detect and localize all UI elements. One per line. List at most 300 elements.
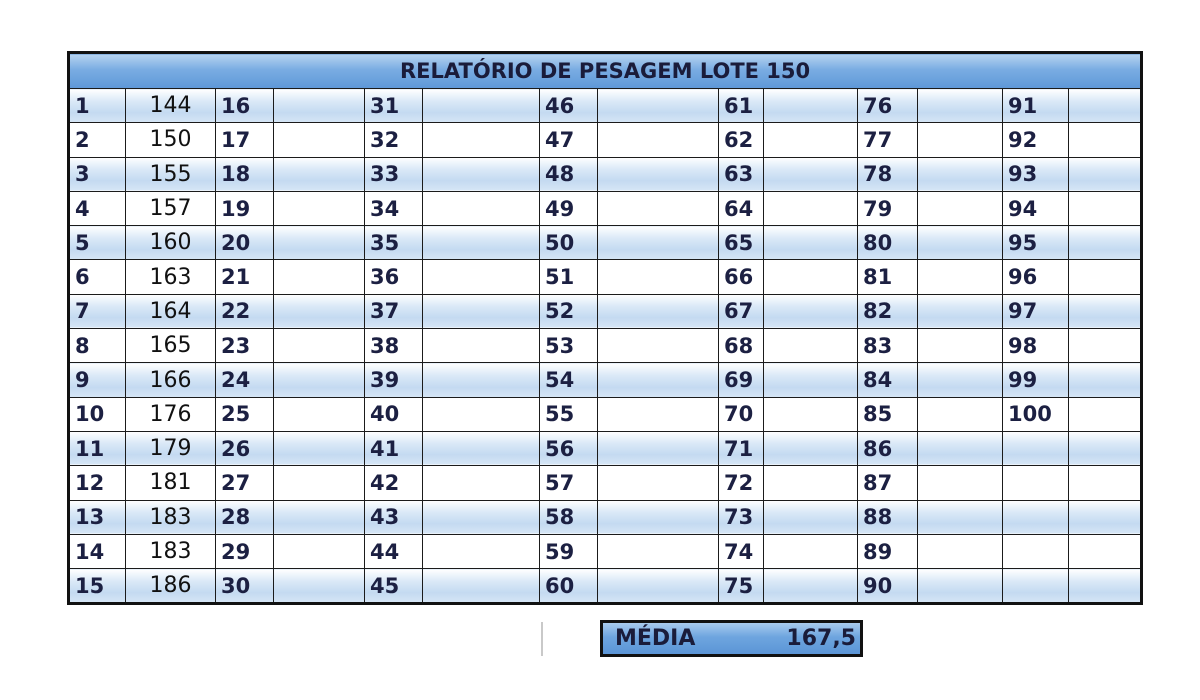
animal-number: 37 — [370, 299, 400, 324]
animal-number: 73 — [724, 505, 754, 530]
animal-number-cell — [540, 226, 598, 260]
weight-cell — [598, 363, 719, 397]
animal-number-cell — [216, 260, 274, 294]
weight-cell — [1069, 431, 1142, 465]
animal-number-cell — [1003, 260, 1069, 294]
animal-number-cell — [216, 329, 274, 363]
weight-cell — [274, 363, 365, 397]
animal-number-cell — [858, 157, 918, 191]
animal-number-cell — [216, 500, 274, 534]
animal-number: 5 — [75, 230, 90, 255]
animal-number: 63 — [724, 162, 754, 187]
weight-cell — [126, 123, 216, 157]
animal-number: 99 — [1008, 368, 1038, 393]
weight-cell — [764, 123, 858, 157]
weight-value: 183 — [149, 539, 192, 564]
table-row — [69, 89, 1142, 123]
weight-cell — [764, 329, 858, 363]
weight-cell — [918, 569, 1003, 604]
animal-number: 21 — [221, 265, 251, 290]
animal-number-cell — [858, 534, 918, 568]
animal-number: 36 — [370, 265, 400, 290]
weight-cell — [598, 397, 719, 431]
weight-cell — [423, 397, 540, 431]
animal-number-cell — [858, 89, 918, 123]
weight-cell — [274, 123, 365, 157]
animal-number-cell — [69, 431, 126, 465]
animal-number-cell — [719, 397, 764, 431]
weight-cell — [126, 294, 216, 328]
weight-cell — [598, 260, 719, 294]
animal-number-cell — [69, 466, 126, 500]
weight-value: 163 — [149, 264, 192, 290]
table-row — [69, 294, 1142, 328]
animal-number-cell — [1003, 431, 1069, 465]
animal-number: 46 — [545, 93, 575, 118]
animal-number: 95 — [1008, 230, 1038, 255]
animal-number: 89 — [863, 539, 893, 564]
weight-cell — [126, 500, 216, 534]
animal-number: 92 — [1008, 127, 1038, 152]
weight-cell — [423, 431, 540, 465]
weight-cell — [598, 431, 719, 465]
animal-number: 91 — [1008, 93, 1038, 118]
weight-value: 144 — [149, 93, 192, 119]
animal-number-cell — [540, 466, 598, 500]
weight-cell — [1069, 260, 1142, 294]
weight-cell — [1069, 294, 1142, 328]
animal-number-cell — [540, 260, 598, 294]
animal-number: 10 — [75, 402, 105, 427]
animal-number-cell — [719, 123, 764, 157]
animal-number-cell — [719, 431, 764, 465]
weight-cell — [918, 363, 1003, 397]
animal-number-cell — [1003, 226, 1069, 260]
weight-cell — [274, 534, 365, 568]
animal-number-cell — [719, 534, 764, 568]
animal-number: 25 — [221, 402, 251, 427]
weight-cell — [126, 157, 216, 191]
animal-number-cell — [719, 89, 764, 123]
animal-number: 4 — [75, 196, 90, 221]
animal-number-cell — [719, 329, 764, 363]
animal-number: 49 — [545, 196, 575, 221]
animal-number: 88 — [863, 505, 893, 530]
weight-cell — [918, 329, 1003, 363]
animal-number: 14 — [75, 539, 105, 564]
animal-number-cell — [365, 123, 423, 157]
weight-cell — [764, 431, 858, 465]
animal-number: 65 — [724, 230, 754, 255]
weight-cell — [918, 397, 1003, 431]
weight-cell — [764, 534, 858, 568]
animal-number: 68 — [724, 333, 754, 358]
weight-cell — [764, 260, 858, 294]
weight-cell — [126, 191, 216, 225]
weight-cell — [918, 294, 1003, 328]
animal-number-cell — [858, 294, 918, 328]
animal-number: 78 — [863, 162, 893, 187]
animal-number-cell — [1003, 157, 1069, 191]
animal-number-cell — [216, 466, 274, 500]
animal-number-cell — [858, 191, 918, 225]
weight-cell — [598, 157, 719, 191]
animal-number-cell — [216, 397, 274, 431]
animal-number: 16 — [221, 93, 251, 118]
weight-cell — [598, 191, 719, 225]
animal-number: 94 — [1008, 196, 1038, 221]
weight-cell — [126, 226, 216, 260]
animal-number-cell — [719, 226, 764, 260]
animal-number: 26 — [221, 436, 251, 461]
animal-number: 96 — [1008, 265, 1038, 290]
animal-number: 34 — [370, 196, 400, 221]
weight-cell — [126, 329, 216, 363]
weight-cell — [764, 191, 858, 225]
animal-number: 40 — [370, 402, 400, 427]
animal-number-cell — [216, 157, 274, 191]
weight-cell — [918, 534, 1003, 568]
weight-value: 164 — [149, 298, 192, 324]
weight-cell — [274, 431, 365, 465]
animal-number: 64 — [724, 196, 754, 221]
animal-number: 74 — [724, 539, 754, 564]
animal-number-cell — [69, 294, 126, 328]
animal-number-cell — [719, 294, 764, 328]
weight-value: 150 — [149, 127, 192, 153]
animal-number-cell — [858, 397, 918, 431]
weight-cell — [1069, 363, 1142, 397]
animal-number: 100 — [1008, 402, 1052, 427]
weight-cell — [423, 534, 540, 568]
animal-number-cell — [365, 89, 423, 123]
animal-number-cell — [540, 431, 598, 465]
animal-number-cell — [365, 397, 423, 431]
animal-number-cell — [216, 89, 274, 123]
animal-number: 42 — [370, 470, 400, 495]
animal-number-cell — [1003, 466, 1069, 500]
weight-cell — [274, 226, 365, 260]
weight-cell — [598, 123, 719, 157]
weight-cell — [764, 157, 858, 191]
weight-value: 155 — [149, 161, 192, 187]
animal-number-cell — [216, 363, 274, 397]
animal-number-cell — [540, 294, 598, 328]
animal-number-cell — [540, 157, 598, 191]
weight-cell — [274, 260, 365, 294]
animal-number-cell — [1003, 534, 1069, 568]
animal-number: 15 — [75, 573, 105, 598]
animal-number: 59 — [545, 539, 575, 564]
animal-number: 80 — [863, 230, 893, 255]
weight-cell — [598, 89, 719, 123]
weight-cell — [918, 226, 1003, 260]
animal-number-cell — [540, 397, 598, 431]
animal-number: 18 — [221, 162, 251, 187]
animal-number-cell — [719, 363, 764, 397]
weight-cell — [1069, 226, 1142, 260]
animal-number: 85 — [863, 402, 893, 427]
table-row — [69, 397, 1142, 431]
animal-number: 61 — [724, 93, 754, 118]
weight-cell — [1069, 569, 1142, 604]
weight-cell — [918, 466, 1003, 500]
weight-cell — [423, 569, 540, 604]
animal-number-cell — [1003, 363, 1069, 397]
animal-number-cell — [69, 363, 126, 397]
animal-number-cell — [69, 500, 126, 534]
table-row — [69, 226, 1142, 260]
weight-value: 179 — [149, 436, 192, 462]
weight-cell — [1069, 500, 1142, 534]
weight-cell — [918, 191, 1003, 225]
animal-number: 8 — [75, 333, 90, 358]
animal-number-cell — [540, 123, 598, 157]
animal-number: 69 — [724, 368, 754, 393]
weight-cell — [423, 260, 540, 294]
weight-cell — [423, 157, 540, 191]
animal-number-cell — [858, 260, 918, 294]
animal-number-cell — [858, 431, 918, 465]
animal-number: 72 — [724, 470, 754, 495]
animal-number-cell — [216, 294, 274, 328]
animal-number-cell — [365, 294, 423, 328]
animal-number: 13 — [75, 505, 105, 530]
animal-number: 24 — [221, 368, 251, 393]
animal-number: 12 — [75, 470, 105, 495]
weight-value: 165 — [149, 333, 192, 359]
animal-number-cell — [365, 329, 423, 363]
table-row — [69, 363, 1142, 397]
animal-number: 75 — [724, 573, 754, 598]
animal-number: 2 — [75, 127, 90, 152]
weight-cell — [274, 294, 365, 328]
animal-number: 62 — [724, 127, 754, 152]
weight-cell — [764, 226, 858, 260]
animal-number-cell — [365, 500, 423, 534]
animal-number-cell — [216, 534, 274, 568]
animal-number-cell — [540, 500, 598, 534]
animal-number: 60 — [545, 573, 575, 598]
animal-number: 39 — [370, 368, 400, 393]
animal-number-cell — [1003, 569, 1069, 604]
weight-cell — [423, 294, 540, 328]
animal-number-cell — [216, 569, 274, 604]
animal-number: 30 — [221, 573, 251, 598]
weight-cell — [918, 431, 1003, 465]
animal-number-cell — [69, 123, 126, 157]
weight-cell — [764, 569, 858, 604]
animal-number-cell — [540, 89, 598, 123]
table-row — [69, 191, 1142, 225]
weight-value: 186 — [149, 573, 192, 599]
weight-cell — [764, 466, 858, 500]
animal-number-cell — [858, 466, 918, 500]
weight-cell — [598, 500, 719, 534]
weight-cell — [423, 226, 540, 260]
weight-cell — [1069, 123, 1142, 157]
animal-number-cell — [69, 226, 126, 260]
table-row — [69, 569, 1142, 604]
table-row — [69, 260, 1142, 294]
animal-number-cell — [365, 226, 423, 260]
weight-cell — [598, 329, 719, 363]
weight-cell — [598, 569, 719, 604]
animal-number: 84 — [863, 368, 893, 393]
animal-number: 28 — [221, 505, 251, 530]
weight-cell — [274, 329, 365, 363]
weight-cell — [764, 500, 858, 534]
animal-number-cell — [365, 569, 423, 604]
weight-cell — [423, 500, 540, 534]
weight-cell — [423, 123, 540, 157]
weight-cell — [126, 89, 216, 123]
average-value: 167,5 — [786, 626, 856, 651]
weight-cell — [1069, 89, 1142, 123]
animal-number: 57 — [545, 470, 575, 495]
animal-number: 55 — [545, 402, 575, 427]
animal-number: 43 — [370, 505, 400, 530]
animal-number: 54 — [545, 368, 575, 393]
animal-number: 79 — [863, 196, 893, 221]
animal-number: 9 — [75, 368, 90, 393]
animal-number: 35 — [370, 230, 400, 255]
weight-cell — [764, 294, 858, 328]
weight-value: 176 — [149, 401, 192, 427]
weight-cell — [1069, 329, 1142, 363]
animal-number-cell — [365, 534, 423, 568]
table-row — [69, 123, 1142, 157]
animal-number: 38 — [370, 333, 400, 358]
average-label: MÉDIA — [615, 626, 696, 651]
animal-number-cell — [1003, 397, 1069, 431]
animal-number-cell — [540, 534, 598, 568]
table-row — [69, 329, 1142, 363]
animal-number-cell — [216, 431, 274, 465]
weight-cell — [598, 294, 719, 328]
animal-number-cell — [858, 500, 918, 534]
animal-number-cell — [216, 226, 274, 260]
animal-number: 87 — [863, 470, 893, 495]
animal-number-cell — [719, 191, 764, 225]
animal-number-cell — [540, 569, 598, 604]
animal-number-cell — [365, 431, 423, 465]
weight-cell — [423, 363, 540, 397]
animal-number-cell — [365, 466, 423, 500]
animal-number-cell — [719, 569, 764, 604]
weight-value: 183 — [149, 504, 192, 530]
animal-number: 83 — [863, 333, 893, 358]
animal-number: 58 — [545, 505, 575, 530]
weight-cell — [423, 191, 540, 225]
animal-number-cell — [540, 363, 598, 397]
animal-number-cell — [69, 329, 126, 363]
weight-cell — [1069, 157, 1142, 191]
weight-value: 181 — [149, 470, 192, 496]
animal-number: 6 — [75, 265, 90, 290]
weight-cell — [274, 569, 365, 604]
animal-number-cell — [1003, 500, 1069, 534]
animal-number-cell — [1003, 294, 1069, 328]
animal-number: 17 — [221, 127, 251, 152]
animal-number: 53 — [545, 333, 575, 358]
animal-number: 32 — [370, 127, 400, 152]
animal-number: 81 — [863, 265, 893, 290]
animal-number-cell — [858, 123, 918, 157]
animal-number: 7 — [75, 299, 90, 324]
weighing-report-table — [67, 51, 1143, 605]
animal-number: 77 — [863, 127, 893, 152]
animal-number-cell — [540, 191, 598, 225]
weight-cell — [764, 397, 858, 431]
weight-cell — [598, 466, 719, 500]
animal-number: 29 — [221, 539, 251, 564]
animal-number: 82 — [863, 299, 893, 324]
animal-number: 76 — [863, 93, 893, 118]
animal-number-cell — [216, 123, 274, 157]
table-row — [69, 466, 1142, 500]
weight-cell — [423, 329, 540, 363]
animal-number: 97 — [1008, 299, 1038, 324]
animal-number: 98 — [1008, 333, 1038, 358]
animal-number-cell — [1003, 89, 1069, 123]
weight-cell — [918, 260, 1003, 294]
animal-number-cell — [365, 260, 423, 294]
animal-number: 47 — [545, 127, 575, 152]
weight-cell — [274, 397, 365, 431]
animal-number: 66 — [724, 265, 754, 290]
animal-number-cell — [719, 260, 764, 294]
weight-value: 157 — [149, 196, 192, 222]
animal-number: 67 — [724, 299, 754, 324]
animal-number: 56 — [545, 436, 575, 461]
divider-line — [541, 622, 543, 656]
weight-cell — [126, 431, 216, 465]
animal-number: 90 — [863, 573, 893, 598]
animal-number-cell — [365, 363, 423, 397]
animal-number-cell — [365, 157, 423, 191]
weight-cell — [1069, 534, 1142, 568]
weight-cell — [126, 397, 216, 431]
weight-cell — [423, 89, 540, 123]
animal-number-cell — [69, 191, 126, 225]
weight-cell — [274, 89, 365, 123]
weight-cell — [764, 89, 858, 123]
animal-number: 20 — [221, 230, 251, 255]
weight-value: 160 — [149, 230, 192, 256]
animal-number: 19 — [221, 196, 251, 221]
animal-number: 71 — [724, 436, 754, 461]
animal-number-cell — [1003, 329, 1069, 363]
animal-number: 31 — [370, 93, 400, 118]
weight-cell — [764, 363, 858, 397]
weight-cell — [918, 89, 1003, 123]
weight-cell — [598, 534, 719, 568]
weight-value: 166 — [149, 367, 192, 393]
animal-number: 11 — [75, 436, 105, 461]
animal-number-cell — [719, 500, 764, 534]
animal-number: 48 — [545, 162, 575, 187]
table-row — [69, 431, 1142, 465]
animal-number-cell — [69, 397, 126, 431]
weight-cell — [274, 157, 365, 191]
weight-cell — [423, 466, 540, 500]
animal-number-cell — [69, 157, 126, 191]
animal-number: 33 — [370, 162, 400, 187]
animal-number-cell — [1003, 191, 1069, 225]
weight-cell — [274, 466, 365, 500]
report-title: RELATÓRIO DE PESAGEM LOTE 150 — [69, 53, 1142, 89]
